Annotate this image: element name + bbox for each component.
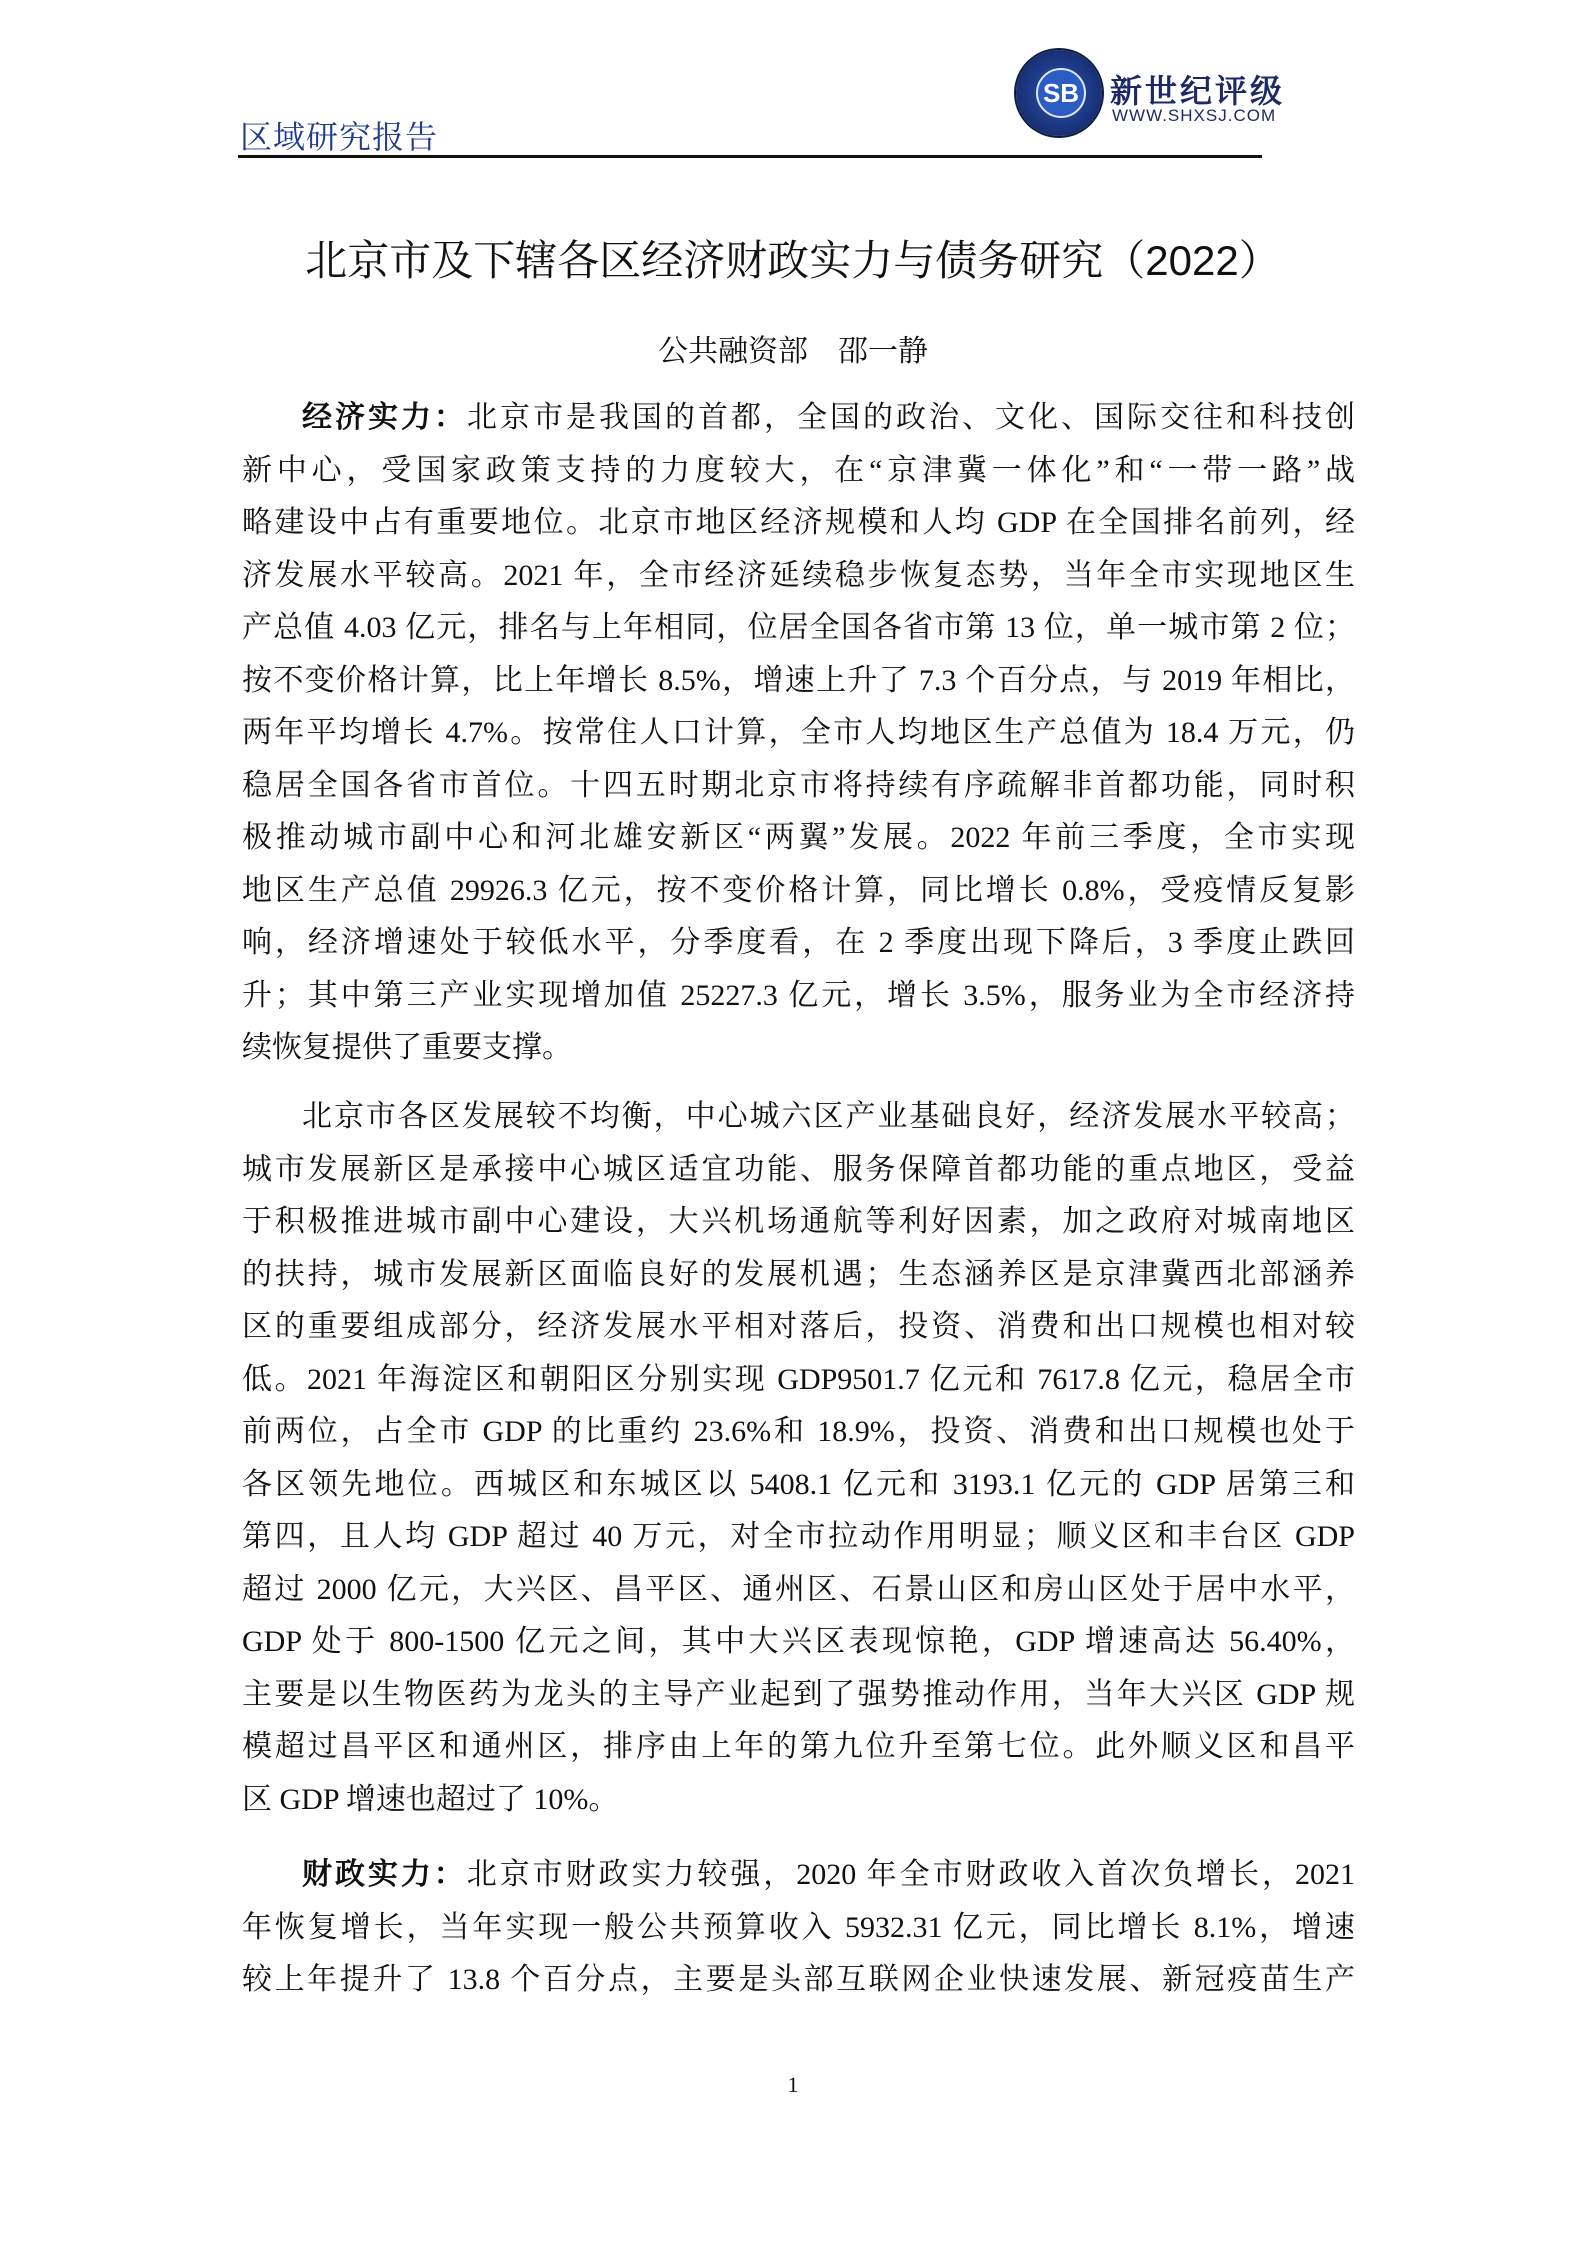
- line-text: 年恢复增长，当年实现一般公共预算收入 5932.31 亿元，同比增长 8.1%，增速: [242, 1910, 1355, 1944]
- paragraph-economic-strength: [242, 392, 1355, 1075]
- line-text: 主要是以生物医药为龙头的主导产业起到了强势推动作用，当年大兴区 GDP 规: [242, 1677, 1355, 1711]
- document-title: 北京市及下辖各区经济财政实力与债务研究（2022）: [305, 237, 1281, 284]
- brand-logo-icon: [1016, 50, 1102, 136]
- line-text: 区的重要组成部分，经济发展水平相对落后，投资、消费和出口规模也相对较: [242, 1310, 1355, 1343]
- page-number: 1: [787, 2072, 799, 2097]
- author-line: 公共融资部 邵一静: [658, 335, 928, 368]
- text-line: [242, 1721, 1355, 1774]
- line-text: 济发展水平较高。2021 年，全市经济延续稳步恢复态势，当年全市实现地区生: [242, 558, 1355, 592]
- text-line: [242, 1774, 1355, 1827]
- line-text: 城市发展新区是承接中心城区适宜功能、服务保障首都功能的重点地区，受益: [242, 1152, 1355, 1186]
- line-text: 升；其中第三产业实现增加值 25227.3 亿元，增长 3.5%，服务业为全市经济持: [242, 978, 1355, 1012]
- logo-letters: SB: [1036, 68, 1086, 118]
- text-line: [242, 445, 1355, 498]
- line-text: 第四，且人均 GDP 超过 40 万元，对全市拉动作用明显；顺义区和丰台区 GDP: [242, 1520, 1355, 1553]
- text-line: [242, 550, 1355, 603]
- text-line: [242, 1459, 1355, 1512]
- line-text: 区 GDP 增速也超过了 10%。: [242, 1782, 619, 1816]
- line-text: 超过 2000 亿元，大兴区、昌平区、通州区、石景山区和房山区处于居中水平，: [242, 1572, 1355, 1606]
- text-line: [242, 1196, 1355, 1249]
- text-line: [242, 970, 1355, 1023]
- text-line: [242, 812, 1355, 865]
- text-line: [242, 1616, 1355, 1669]
- line-text: 新中心，受国家政策支持的力度较大，在“京津冀一体化”和“一带一路”战: [242, 453, 1355, 487]
- line-text: 北京市是我国的首都，全国的政治、文化、国际交往和科技创: [467, 401, 1355, 434]
- line-text: 前两位，占全市 GDP 的比重约 23.6%和 18.9%，投资、消费和出口规模也处于: [242, 1415, 1355, 1448]
- line-text: 略建设中占有重要地位。北京市地区经济规模和人均 GDP 在全国排名前列，经: [242, 506, 1355, 539]
- brand-url: WWW.SHXSJ.COM: [1112, 106, 1277, 125]
- text-line: [242, 1902, 1355, 1955]
- report-category: 区域研究报告: [240, 119, 439, 155]
- line-text: 稳居全国各省市首位。十四五时期北京市将持续有序疏解非首都功能，同时积: [242, 768, 1355, 802]
- paragraph-district-development: [242, 1091, 1355, 1826]
- header-divider: [238, 155, 1262, 158]
- line-text: 按不变价格计算，比上年增长 8.5%，增速上升了 7.3 个百分点，与 2019 年相比，: [242, 663, 1355, 697]
- line-text: 响，经济增速处于较低水平，分季度看，在 2 季度出现下降后，3 季度止跌回: [242, 926, 1355, 959]
- line-text: 北京市财政实力较强，2020 年全市财政收入首次负增长，2021: [466, 1858, 1356, 1891]
- line-text: 较上年提升了 13.8 个百分点，主要是头部互联网企业快速发展、新冠疫苗生产: [242, 1963, 1355, 1996]
- text-line: [242, 1406, 1355, 1459]
- line-text: 各区领先地位。西城区和东城区以 5408.1 亿元和 3193.1 亿元的 GDP 居第三和: [242, 1467, 1355, 1501]
- paragraph-lead: 财政实力：: [302, 1857, 467, 1892]
- text-line: [242, 1954, 1355, 2007]
- text-line: [242, 1301, 1355, 1354]
- text-line: [242, 497, 1355, 550]
- text-line: [242, 602, 1355, 655]
- line-text: 产总值 4.03 亿元，排名与上年相同，位居全国各省市第 13 位，单一城市第 2 位；: [242, 611, 1355, 644]
- line-text: 北京市各区发展较不均衡，中心城六区产业基础良好，经济发展水平较高；: [302, 1100, 1355, 1133]
- paragraph-fiscal-strength: [242, 1849, 1355, 2007]
- text-line: [242, 760, 1355, 813]
- line-text: 低。2021 年海淀区和朝阳区分别实现 GDP9501.7 亿元和 7617.8 亿元，稳居全市: [242, 1362, 1355, 1396]
- line-text: GDP 处于 800-1500 亿元之间，其中大兴区表现惊艳，GDP 增速高达 56.40%，: [242, 1625, 1355, 1658]
- text-line: [242, 1022, 1355, 1075]
- text-line: [242, 917, 1355, 970]
- text-line: [242, 655, 1355, 708]
- paragraph-lead: 经济实力：: [302, 400, 467, 435]
- line-text: 的扶持，城市发展新区面临良好的发展机遇；生态涵养区是京津冀西北部涵养: [242, 1257, 1355, 1291]
- text-line: [242, 865, 1355, 918]
- brand-name: 新世纪评级: [1110, 72, 1286, 110]
- text-line: [242, 1354, 1355, 1407]
- text-line: [242, 1564, 1355, 1617]
- line-text: 模超过昌平区和通州区，排序由上年的第九位升至第七位。此外顺义区和昌平: [242, 1730, 1355, 1763]
- text-line: [242, 1849, 1355, 1902]
- text-line: [242, 1144, 1355, 1197]
- text-line: [242, 392, 1355, 445]
- text-line: [242, 1249, 1355, 1302]
- line-text: 于积极推进城市副中心建设，大兴机场通航等利好因素，加之政府对城南地区: [242, 1205, 1355, 1238]
- line-text: 两年平均增长 4.7%。按常住人口计算，全市人均地区生产总值为 18.4 万元，仍: [242, 716, 1355, 749]
- line-text: 极推动城市副中心和河北雄安新区“两翼”发展。2022 年前三季度，全市实现: [242, 821, 1355, 854]
- line-text: 续恢复提供了重要支撑。: [242, 1031, 572, 1064]
- text-line: [242, 707, 1355, 760]
- line-text: 地区生产总值 29926.3 亿元，按不变价格计算，同比增长 0.8%，受疫情反复影: [242, 873, 1355, 907]
- text-line: [242, 1669, 1355, 1722]
- text-line: [242, 1091, 1355, 1144]
- text-line: [242, 1511, 1355, 1564]
